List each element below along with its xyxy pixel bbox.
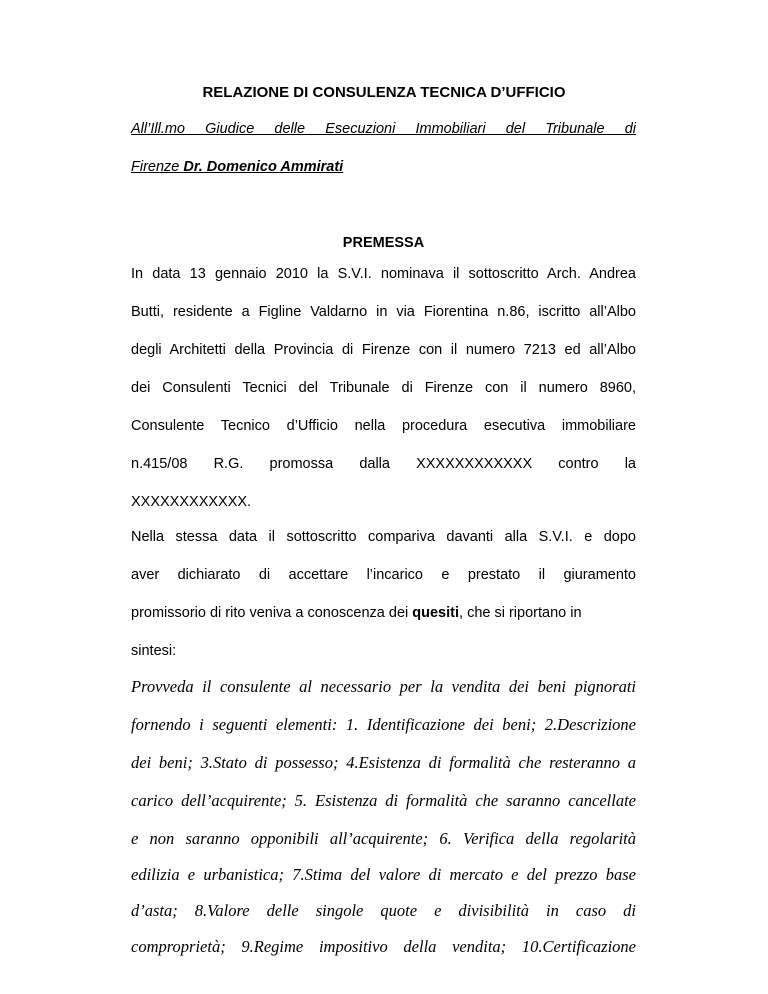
para2-text: , che si riportano in: [459, 605, 582, 621]
para2-line: aver dichiarato di accettare l’incarico e prestato il giuramento: [131, 567, 636, 583]
quote-line: e non saranno opponibili all’acquirente; 6. Verifica della regolarità: [131, 829, 636, 848]
intro-word: contro: [558, 456, 599, 472]
addressee-text: All’Ill.mo Giudice delle Esecuzioni Immobiliari del Tribunale di: [131, 121, 636, 137]
quote-line: fornendo i seguenti elementi: 1. Identificazione dei beni; 2.Descrizione: [131, 715, 636, 734]
section-heading: PREMESSA: [342, 235, 425, 251]
quote-line: edilizia e urbanistica; 7.Stima del valore di mercato e del prezzo base: [131, 865, 636, 884]
intro-word: R.G.: [213, 456, 244, 472]
quesiti-keyword: quesiti: [412, 605, 460, 621]
addressee-line-1: [131, 120, 636, 138]
quote-line: d’asta; 8.Valore delle singole quote e divisibilità in caso di: [131, 901, 636, 920]
para2-line: Nella stessa data il sottoscritto compariva davanti alla S.V.I. e dopo: [131, 529, 636, 545]
intro-line: Consulente Tecnico d’Ufficio nella procedura esecutiva immobiliare: [131, 418, 636, 434]
intro-word: n.415/08: [131, 456, 188, 472]
quote-line: comproprietà; 9.Regime impositivo della vendita; 10.Certificazione: [131, 937, 636, 956]
addressee-city: Firenze: [131, 159, 184, 175]
para2-line: sintesi:: [131, 643, 177, 659]
intro-line: degli Architetti della Provincia di Firenze con il numero 7213 ed all’Albo: [131, 342, 636, 358]
intro-word: XXXXXXXXXXXX: [416, 456, 533, 472]
intro-word: dalla: [359, 456, 390, 472]
addressee-line-2: [131, 158, 636, 176]
quote-line: carico dell’acquirente; 5. Esistenza di formalità che saranno cancellate: [131, 791, 636, 810]
quote-line: dei beni; 3.Stato di possesso; 4.Esistenza di formalità che resteranno a: [131, 753, 636, 772]
intro-last-line: XXXXXXXXXXXX.: [131, 494, 252, 510]
intro-line: Butti, residente a Figline Valdarno in via Fiorentina n.86, iscritto all’Albo: [131, 304, 636, 320]
intro-row: [131, 455, 636, 473]
intro-word: la: [624, 456, 636, 472]
para2-line-3: [131, 604, 636, 622]
document-title: RELAZIONE DI CONSULENZA TECNICA D’UFFICIO: [202, 84, 566, 101]
quote-line: Provveda il consulente al necessario per la vendita dei beni pignorati: [131, 677, 636, 696]
intro-line: dei Consulenti Tecnici del Tribunale di Firenze con il numero 8960,: [131, 380, 636, 396]
intro-word: promossa: [269, 456, 334, 472]
judge-name: Dr. Domenico Ammirati: [183, 159, 344, 175]
para2-text: promissorio di rito veniva a conoscenza dei: [131, 605, 413, 621]
intro-line: In data 13 gennaio 2010 la S.V.I. nominava il sottoscritto Arch. Andrea: [131, 266, 636, 282]
